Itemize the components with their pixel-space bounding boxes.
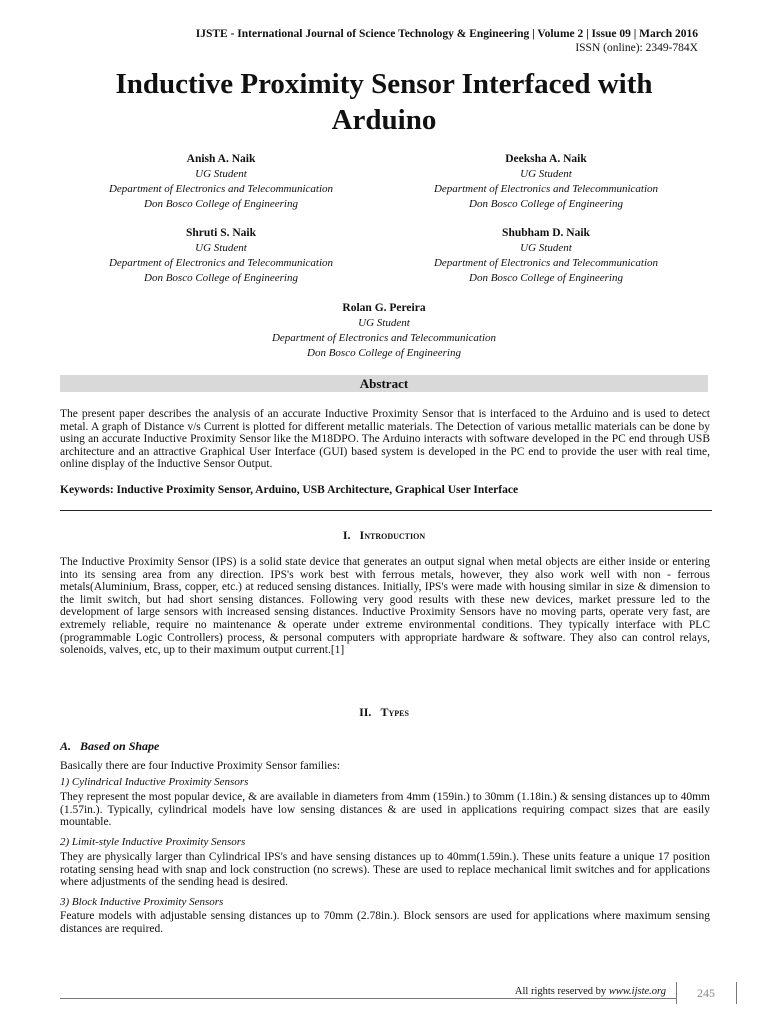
author-role: UG Student <box>520 168 572 180</box>
section-heading-types <box>60 705 708 720</box>
author-college: Don Bosco College of Engineering <box>469 198 623 210</box>
rights-text: All rights reserved by <box>514 986 609 997</box>
section-heading-introduction <box>60 528 708 543</box>
divider <box>60 510 712 511</box>
subsection-heading <box>60 739 159 754</box>
author-dept: Department of Electronics and Telecommunication <box>433 257 659 269</box>
page-number: 245 <box>697 986 715 1000</box>
journal-line: IJSTE - International Journal of Science Technology & Engineering | Volume 2 | Issue 09 | March 2016 <box>195 28 698 40</box>
author-college: Don Bosco College of Engineering <box>307 347 461 359</box>
item-text: They represent the most popular device, & are available in diameters from 4mm (159in.) to 30mm (1.18in.) & sensing distances up to 40mm (1.57in.). Typically, cylindrical models have low sensing distances & are used in applications requiring compact sizes that are easily mountable. <box>60 791 710 829</box>
page-box-right <box>736 982 737 1004</box>
subsection-title: Based on Shape <box>80 739 160 753</box>
footer-rights <box>430 986 666 997</box>
footer-divider <box>60 998 676 999</box>
author-block <box>229 301 539 361</box>
section-number: I. <box>342 528 351 542</box>
abstract-text: The present paper describes the analysis of an accurate Inductive Proximity Sensor that is interfaced to the Arduino and is used to detect metal. A graph of Distance v/s Current is plotted for different metallic materials. The Detection of various metallic materials can be done by using an accurate Inductive Proximity Sensor like the M18DPO. The Arduino interacts with software developed in the PC end through USB architecture and an attractive Graphical User Interface (GUI) based system is developed in the PC end to provide the user with real time, online display of the Inductive Sensor Output. <box>60 408 710 471</box>
intro-text: The Inductive Proximity Sensor (IPS) is a solid state device that generates an output signal when metal objects are either inside or entering into its sensing area from any direction. IPS's work best with ferrous metals, however, they also work well with non - ferrous metals(Aluminium, Brass, copper, etc.) at reduced sensing distances. Initially, IPS's were made with housing similar in size & dimension to the limit switch, but had short sensing distances. Following very good results with these new devices, market pressure led to the development of large sensors with increased sensing distances. Inductive Proximity Sensors have no moving parts, operate very fast, are extremely reliable, require no maintenance & operate under extreme environmental conditions. They typically interface with PLC (programmable Logic Controllers) process, & personal computers with appropriate hardware & software. They also can control relays, solenoids, valves, etc, up to their maximum output current.[1] <box>60 556 710 657</box>
author-block <box>66 226 376 286</box>
item-text: They are physically larger than Cylindrical IPS's and have sensing distances up to 40mm(1.59in.). These units feature a unique 17 position rotating sensing head with snap and lock construction (no screws). These are used to replace mechanical limit switches and for applications where adjustments of the sending head is desired. <box>60 851 710 889</box>
issn-line: ISSN (online): 2349-784X <box>575 42 698 54</box>
families-text: Basically there are four Inductive Proximity Sensor families: <box>60 760 341 772</box>
section-title: Introduction <box>359 528 426 542</box>
paper-title <box>40 66 728 138</box>
journal-header <box>196 27 698 55</box>
author-dept: Department of Electronics and Telecommunication <box>108 183 334 195</box>
title-line-1: Inductive Proximity Sensor Interfaced with <box>115 68 653 100</box>
author-name: Anish A. Naik <box>186 153 256 165</box>
keywords: Keywords: Inductive Proximity Sensor, Arduino, USB Architecture, Graphical User Interface <box>60 484 519 496</box>
section-title: Types <box>380 705 409 719</box>
item-text: Feature models with adjustable sensing distances up to 70mm (2.78in.). Block sensors are used for applications where maximum sensing distances are required. <box>60 910 710 935</box>
author-college: Don Bosco College of Engineering <box>469 272 623 284</box>
author-role: UG Student <box>195 242 247 254</box>
item-heading: 2) Limit-style Inductive Proximity Sensors <box>60 836 246 848</box>
author-dept: Department of Electronics and Telecommunication <box>108 257 334 269</box>
subsection-letter: A. <box>60 739 72 753</box>
abstract-heading: Abstract <box>60 375 708 392</box>
author-role: UG Student <box>520 242 572 254</box>
item-heading: 1) Cylindrical Inductive Proximity Sensors <box>60 776 249 788</box>
author-block <box>66 152 376 212</box>
title-line-2: Arduino <box>331 104 437 136</box>
author-college: Don Bosco College of Engineering <box>144 198 298 210</box>
author-name: Deeksha A. Naik <box>505 153 587 165</box>
item-heading: 3) Block Inductive Proximity Sensors <box>60 896 224 908</box>
author-name: Shubham D. Naik <box>502 227 590 239</box>
author-college: Don Bosco College of Engineering <box>144 272 298 284</box>
site-url: www.ijste.org <box>608 986 666 997</box>
author-role: UG Student <box>195 168 247 180</box>
author-dept: Department of Electronics and Telecommunication <box>433 183 659 195</box>
author-block <box>391 226 701 286</box>
author-block <box>391 152 701 212</box>
author-dept: Department of Electronics and Telecommunication <box>271 332 497 344</box>
author-role: UG Student <box>358 317 410 329</box>
author-name: Rolan G. Pereira <box>342 302 426 314</box>
section-number: II. <box>359 705 372 719</box>
author-name: Shruti S. Naik <box>186 227 256 239</box>
